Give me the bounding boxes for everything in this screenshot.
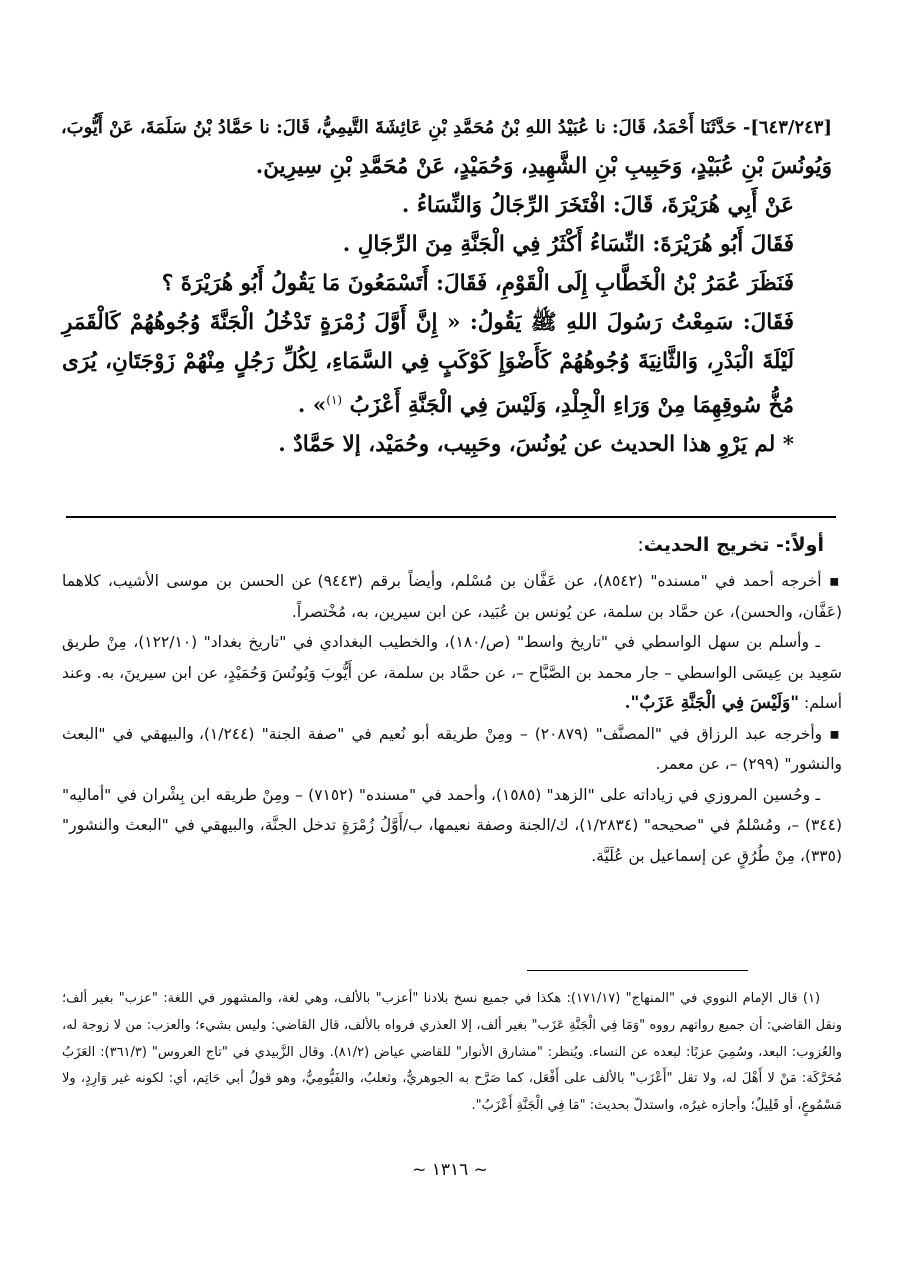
hadith-isnad-line-2: وَيُونُسَ بْنِ عُبَيْدٍ، وَحَبِيبِ بْنِ الشَّهِيدِ، وَحُمَيْدٍ، عَنْ مُحَمَّدِ بْنِ سِيرِينَ. <box>255 154 832 179</box>
hadith-isnad-line-1: [٦٤٣/٢٤٣]- حَدَّثَنَا أَحْمَدُ، قَالَ: نا عُبَيْدُ اللهِ بْنُ مُحَمَّدِ بْنِ عَائِشَةَ التَّيمِيُّ، قَالَ: نا حَمَّادُ بْنُ سَلَمَةَ، عَنْ أَيُّوبَ، <box>60 117 832 138</box>
takhrij-body <box>62 566 842 871</box>
hadith-quote-close: » . <box>297 393 327 419</box>
footnote-1: (١) قال الإمام النووي في "المنهاج" (١٧١/١٧): هكذا في جميع نسخ بلادنا "أعزب" بالألف، وهي لغة، والمشهور في اللغة: "عزب" بغير ألف؛ ونقل القاضي: أن جميع رواتهم رووه "وَمَا فِي الْجَنَّةِ عَزَب" بغير ألف، إلا العذري فرواه بالألف، قال القاضي: وليس بشيء؛ والعزب: من لا زوجة له، والعُزوب: البعد، وسُمِيَ عزبًا: لبعده عن النساء. ويُنظر: "مشارق الأنوار" للقاضي عياض (٨١/٢). وقال الزَّبيدي في "تاج العروس" (٣٦١/٣): العَزَبُ مُحَرَّكَة: مَنْ لا أَهْلَ له، ولا تقل "أَعْزَب" بالألف على أَفْعَل، كما صَرَّح به الجوهريُّ، وثعلبٌ، والفَيُّومِيُّ، وهو قولُ أبي حَاتِم، أي: لكونه غير وَارِدٍ، ولا مَسْمُوعٍ، أو قَلِيلٌ؛ وأجازه غيرُه، واستدلّ بحديث: "مَا فِي الْجَنَّةِ أَعْزَبُ". <box>62 991 843 1114</box>
takhrij-paragraph-2-text: ـ وأسلم بن سهل الواسطي في "تاريخ واسط" (ص/١٨٠)، والخطيب البغدادي في "تاريخ بغداد" (١٢٢/١٠)، مِنْ طريق سَعِيد بن عِيسَى الواسطي – جار محمد بن الصَّبَّاح –، عن حمَّاد بن سلمة، عن أَيُّوبَ وَيُونُسَ وَحُمَيْدٍ، عن ابن سيرينَ، به. وعند أسلم: <box>62 633 842 712</box>
section-divider <box>66 516 836 518</box>
hadith-matn-paragraph <box>62 303 832 425</box>
takhrij-paragraph-1: ▪ أخرجه أحمد في "مسنده" (٨٥٤٢)، عن عَفَّان بن مُسْلم، وأيضاً برقم (٩٤٤٣) عن الحسن بن موسى الأشيب، كلاهما (عَفَّان، والحسن)، عن حمَّاد بن سلمة، عن يُونس بن عُبَيد، عن ابن سيرين، به، مُخْتصراً. <box>62 572 842 621</box>
footnote-divider <box>527 970 748 971</box>
footnote-reference: (١) <box>326 393 343 407</box>
hadith-matn-line-4: فَقَالَ أَبُو هُرَيْرَةَ: النِّسَاءُ أَكْثَرُ فِي الْجَنَّةِ مِنَ الرِّجَالِ . <box>342 232 794 257</box>
hadith-matn-line-5: فَنَظَرَ عُمَرُ بْنُ الْخَطَّابِ إِلَى الْقَوْمِ، فَقَالَ: أَتَسْمَعُونَ مَا يَقُولُ أَبُو هُرَيْرَةَ ؟ <box>161 271 794 296</box>
hadith-prophetic-saying: فَقَالَ: سَمِعْتُ رَسُولَ اللهِ ﷺ يَقُولُ: « إِنَّ أَوَّلَ زُمْرَةٍ تَدْخُلُ الْجَنَّةَ وُجُوهُهُمْ كَالْقَمَرِ لَيْلَةَ الْبَدْرِ، وَالثَّانِيَةَ وُجُوهُهُمْ كَأَضْوَإِ كَوْكَبٍ فِي السَّمَاءِ، لِكُلِّ رَجُلٍ مِنْهُمْ زَوْجَتَانِ، يُرَى مُخُّ سُوقِهِمَا مِنْ وَرَاءِ الْجِلْدِ، وَلَيْسَ فِي الْجَنَّةِ أَعْزَبُ <box>62 310 794 419</box>
section-title-text: أولاً:- تخريج الحديث <box>643 534 824 556</box>
hadith-note: * لم يَرْوِ هذا الحديث عن يُونُسَ، وحَبِيب، وحُمَيْد، إلا حَمَّادٌ . <box>278 432 794 458</box>
takhrij-paragraph-3: ▪ وأخرجه عبد الرزاق في "المصنَّف" (٢٠٨٧٩) – ومِنْ طريقه أبو نُعيم في "صفة الجنة" (١/٢٤٤)، والبيهقي في "البعث والنشور" (٢٩٩) –، عن معمر. <box>62 724 842 773</box>
page-number: ~ ١٣١٦ ~ <box>412 1160 488 1180</box>
takhrij-paragraph-2 <box>62 627 842 719</box>
takhrij-paragraph-4: ـ وحُسين المروزي في زياداته على "الزهد" (١٥٨٥)، وأحمد في "مسنده" (٧١٥٢) – ومِنْ طريقه ابن بِشْران في "أماليه" (٣٤٤) –، ومُسْلمٌ في "صحيحه" (١/٢٨٣٤)، ك/الجنة وصفة نعيمها، ب/أَوَّلُ زُمْرَةٍ تدخل الجنَّة، والبيهقي في "البعث والنشور" (٣٣٥)، مِنْ طُرُقٍ عن إسماعيل بن عُلَيَّة. <box>62 785 843 865</box>
section-title <box>637 534 824 556</box>
section-title-colon: : <box>637 534 644 556</box>
hadith-text <box>62 108 832 464</box>
hadith-matn-line-3: عَنْ أَبِي هُرَيْرَةَ، قَالَ: افْتَخَرَ الرِّجَالُ وَالنِّسَاءُ . <box>401 193 794 218</box>
footnotes <box>62 986 842 1120</box>
takhrij-quoted-variant: "وَلَيْسَ فِي الْجَنَّةِ عَزَبٌ". <box>624 693 800 713</box>
